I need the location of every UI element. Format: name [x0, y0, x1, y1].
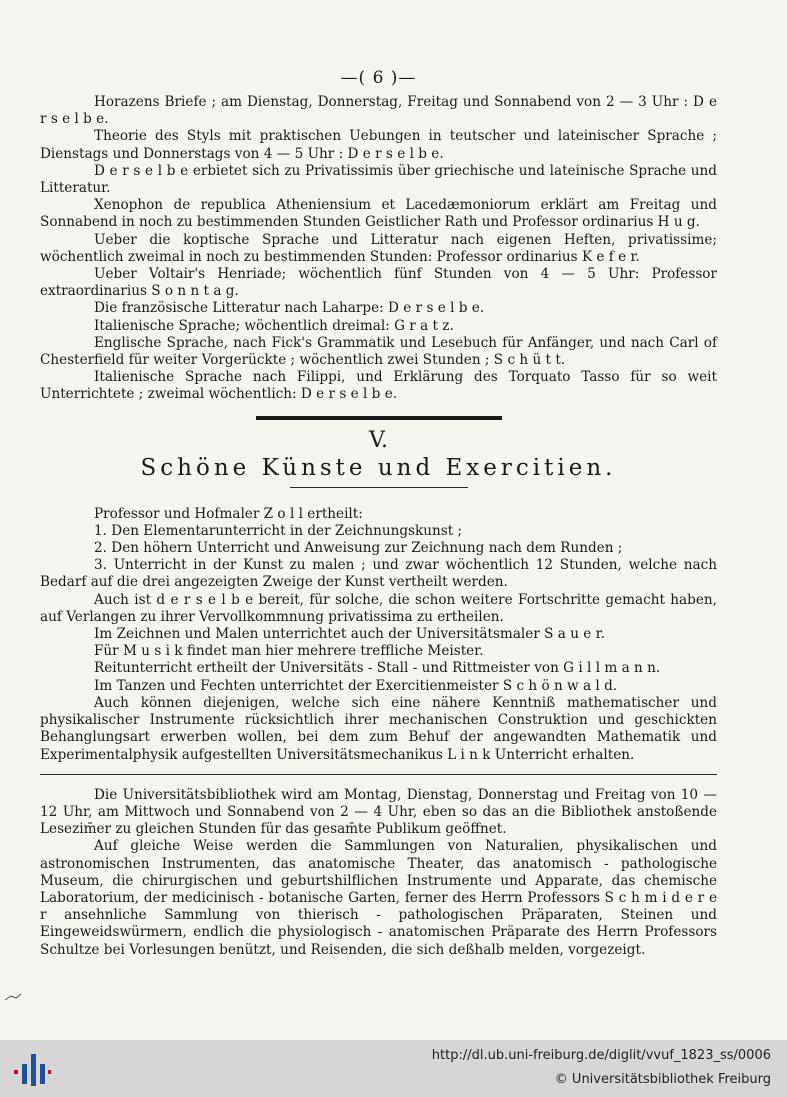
paragraph: Italienische Sprache; wöchentlich dreimal: G r a t z. — [94, 317, 454, 334]
section-title: Schöne Künste und Exercitien. — [140, 454, 617, 481]
paragraph: Auf gleiche Weise werden die Sammlungen von Naturalien, physikalischen und astronomischen Instrumenten, das anatomische Theater, das anatomisch - pathologische Museum, die chirurgischen und geburtshilflichen Instrumente und Apparate, das chemische Laboratorium, der medicinisch - botanische Garten, ferner des Herrn Professors S c h m i d e r e r ansehnliche Sammlung von thierisch - pathologischen Präparaten, Steinen und Eingeweidswürmern, endlich die physiologisch - anatomischen Präparate des Herrn Professors Schultze bei Vorlesungen benützt, und Reisenden, die sich deßhalb melden, vorgezeigt. — [40, 838, 717, 958]
paragraph: Ueber die koptische Sprache und Litteratur nach eigenen Heften, privatissime; wöchentlich zweimal in noch zu bestimmenden Stunden: Professor ordinarius K e f e r. — [40, 231, 717, 265]
course-list — [40, 94, 717, 404]
viewer-footer — [0, 1040, 787, 1097]
arts-list — [40, 506, 717, 764]
paragraph: 3. Unterricht in der Kunst zu malen ; und zwar wöchentlich 12 Stunden, welche nach Bedarf auf die drei angezeigten Zweige der Kunst vertheilt werden. — [40, 557, 717, 591]
page-number: —( 6 )— — [340, 68, 417, 88]
paragraph: Theorie des Styls mit praktischen Uebungen in teutscher und lateinischer Sprache ; Dienstags und Donnerstags von 4 — 5 Uhr : D e r s e l b e. — [40, 128, 717, 162]
paragraph: Xenophon de republica Atheniensium et Lacedæmoniorum erklärt am Freitag und Sonnabend in noch zu bestimmenden Stunden Geistlicher Rath und Professor ordinarius H u g. — [40, 197, 717, 231]
paragraph: Englische Sprache, nach Fick's Grammatik und Lesebuch für Anfänger, und nach Carl of Chesterfield für weiter Vorgerückte ; wöchentlich zwei Stunden ; S c h ü t t. — [40, 334, 717, 369]
paragraph: Italienische Sprache nach Filippi, und Erklärung des Torquato Tasso für so weit Unterrichtete ; zweimal wöchentlich: D e r s e l b e. — [40, 369, 717, 403]
section-divider — [256, 416, 502, 420]
paragraph: D e r s e l b e erbietet sich zu Privatissimis über griechische und lateinische Sprache und Litteratur. — [40, 162, 717, 197]
paragraph: Die französische Litteratur nach Laharpe: D e r s e l b e. — [94, 300, 485, 317]
section-number: V. — [368, 427, 389, 453]
margin-mark-icon — [4, 992, 22, 1002]
paragraph: Auch können diejenigen, welche sich eine nähere Kenntniß mathematischer und physikalischer Instrumente rücksichtlich ihrer mechanischen Construktion und geschickten Behanglungsart erwerben wollen, bei dem zum Behuf der angewandten Mathematik und Experimentalphysik aufgestellten Universitätsmechanikus L i n k Unterricht erhalten. — [40, 694, 717, 763]
library-logo-icon — [12, 1050, 52, 1088]
horizontal-rule — [40, 774, 717, 775]
paragraph: 2. Den höhern Unterricht und Anweisung zur Zeichnung nach dem Runden ; — [94, 540, 623, 557]
paragraph: Horazens Briefe ; am Dienstag, Donnerstag, Freitag und Sonnabend von 2 — 3 Uhr : D e r s e l b e. — [40, 94, 717, 128]
paragraph: Ueber Voltair's Henriade; wöchentlich fünf Stunden von 4 — 5 Uhr: Professor extraordinarius S o n n t a g. — [40, 266, 717, 300]
paragraph: Professor und Hofmaler Z o l l ertheilt: — [94, 505, 363, 522]
paragraph: Die Universitätsbibliothek wird am Montag, Dienstag, Donnerstag und Freitag von 10 — 12 Uhr, am Mittwoch und Sonnabend von 2 — 4 Uhr, eben so das an die Bibliothek anstoßende Lesezim̄er zu gleichen Stunden für das gesam̄te Publikum geöffnet. — [40, 786, 717, 838]
paragraph: Für M u s i k findet man hier mehrere treffliche Meister. — [94, 643, 484, 660]
page-content — [40, 68, 717, 959]
permalink-link[interactable]: http://dl.ub.uni-freiburg.de/diglit/vvuf_1823_ss/0006 — [431, 1048, 771, 1063]
library-notice — [40, 787, 717, 959]
copyright-text: © Universitätsbibliothek Freiburg — [554, 1072, 771, 1087]
paragraph: Auch ist d e r s e l b e bereit, für solche, die schon weitere Fortschritte gemacht haben, auf Verlangen zu ihrer Vervollkommnung privatissima zu ertheilen. — [40, 591, 717, 625]
paragraph: Im Tanzen und Fechten unterrichtet der Exercitienmeister S c h ö n w a l d. — [94, 677, 618, 694]
paragraph: 1. Den Elementarunterricht in der Zeichnungskunst ; — [94, 522, 463, 539]
paragraph: Im Zeichnen und Malen unterrichtet auch der Universitätsmaler S a u e r. — [94, 626, 605, 643]
title-underline — [290, 487, 468, 488]
paragraph: Reitunterricht ertheilt der Universitäts - Stall - und Rittmeister von G i l l m a n n. — [94, 660, 661, 677]
